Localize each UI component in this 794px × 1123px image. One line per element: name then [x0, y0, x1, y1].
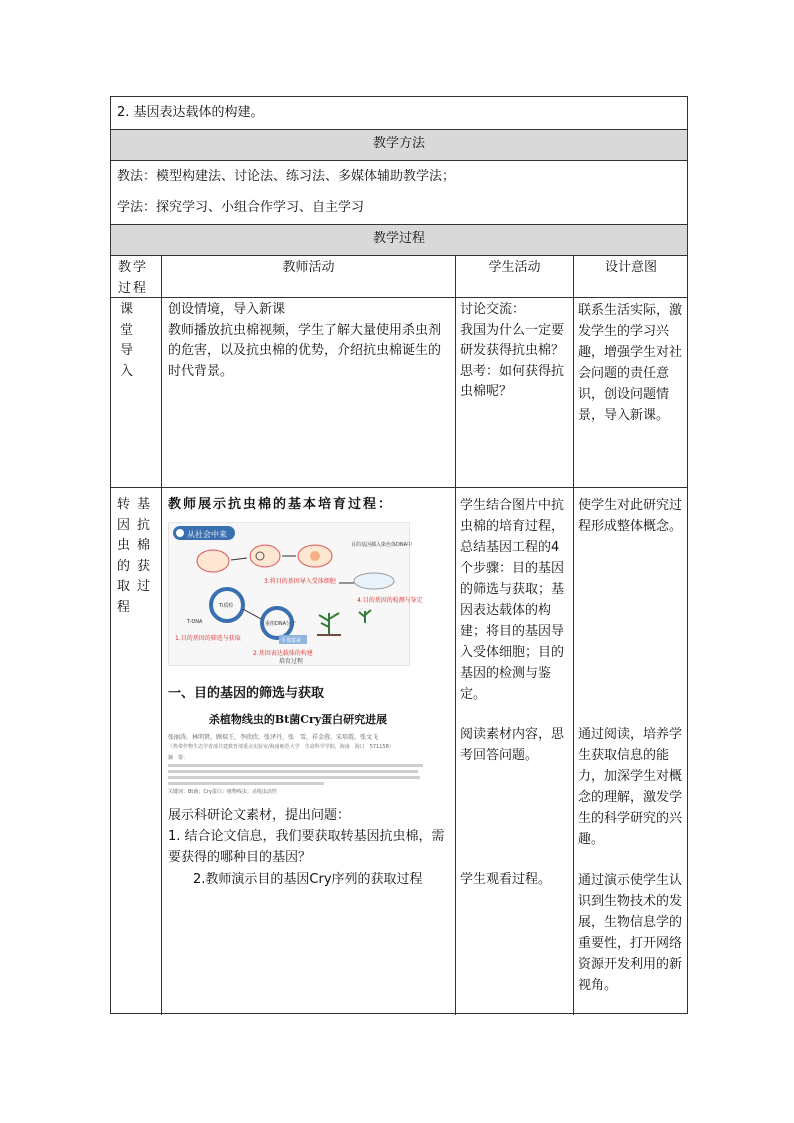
paper-excerpt	[168, 711, 428, 795]
teaching-methods: 教法：模型构建法、讨论法、练习法、多媒体辅助教学法；	[117, 169, 456, 184]
intro-student-question: 我国为什么一定要研发获得抗虫棉？	[460, 322, 565, 358]
paper-authors: 张丽涛，林明贤，顾瑞王，李欣欣，张泽丹，张 雪，祥金蓉，宋培霞，张文飞	[168, 734, 379, 741]
label-recombinant: 重组DNA分子	[265, 621, 297, 627]
paper-abstract-label: 摘 要：	[168, 755, 189, 761]
label-insert: 目的基因插入染色体DNA中	[351, 542, 413, 548]
bacterium-cell-icon	[197, 550, 229, 572]
label-kan: 卡那霉素	[281, 638, 302, 644]
stage-transgenic: 转基因抗虫棉的获取过程	[117, 497, 158, 615]
intro-student-discuss: 讨论交流：	[460, 302, 526, 317]
label-step2: 2.基因表达载体的构建	[253, 650, 313, 657]
transgenic-intent-2: 通过阅读，培养学生获取信息的能力，加深学生对概念的理解，激发学生的科学研究的兴趣。	[578, 727, 683, 847]
intro-student-activity	[460, 300, 570, 403]
cultivation-diagram	[169, 523, 423, 665]
col-header-student: 学生活动	[488, 260, 541, 275]
lesson-plan-table	[110, 96, 688, 1014]
agrobacterium-cell-icon	[250, 545, 280, 567]
cultivation-figure	[168, 522, 423, 666]
learning-methods: 学法：探究学习、小组合作学习、自主学习	[117, 200, 365, 215]
label-ti: Ti质粒	[219, 603, 234, 609]
paper-affiliation: （热带作物生态学省部共建教育部重点实验室/海南师范大学 生命科学学院，海南 海口 571158）	[168, 744, 394, 750]
intro-student-think: 思考：如何获得抗虫棉呢？	[460, 363, 565, 399]
transgenic-student-read: 阅读素材内容，思考回答问题。	[460, 727, 565, 763]
process-header: 教学过程	[372, 231, 425, 246]
transgenic-intent-3: 通过演示使学生认识到生物技术的发展，生物信息学的重要性，打开网络资源开发利用的新视角。	[578, 873, 683, 993]
col-header-intent: 设计意图	[604, 260, 657, 275]
transgenic-student-watch: 学生观看过程。	[460, 872, 552, 887]
intro-teacher-title: 创设情境，导入新课	[168, 302, 286, 317]
intro-teacher-text: 教师播放抗虫棉视频，学生了解大量使用杀虫剂的危害，以及抗虫棉的优势，介绍抗虫棉诞生的时代背景。	[168, 322, 442, 379]
transgenic-teacher-title: 教师展示抗虫棉的基本培育过程：	[168, 497, 394, 512]
label-tdna: T-DNA	[187, 619, 203, 625]
intro-teacher-activity	[168, 300, 450, 382]
stage-intro: 课堂导入	[120, 302, 134, 379]
culture-plate-icon	[354, 573, 394, 589]
figure-tag: 从社会中来	[187, 530, 227, 539]
label-step3: 3.将目的基因导入受体细胞	[264, 578, 336, 585]
question-1: 1. 结合论文信息，我们要获取转基因抗虫棉，需要获得的哪种目的基因？	[168, 829, 445, 865]
transgenic-student-summary: 学生结合图片中抗虫棉的培育过程，总结基因工程的4个步骤：目的基因的筛选与获取；基因表达载体的构建；将目的基因导入受体细胞；目的基因的检测与鉴定。	[460, 498, 565, 702]
paper-keywords: 关键词：Bt菌；Cry蛋白；植物线虫；杀线虫活性	[168, 789, 277, 795]
subheading-gene-screening: 一、目的基因的筛选与获取	[168, 686, 325, 701]
question-2: 2.教师演示目的基因Cry序列的获取过程	[193, 872, 423, 887]
row-construct-vector: 2. 基因表达载体的构建。	[117, 105, 264, 120]
intro-intent: 联系生活实际，激发学生的学习兴趣，增强学生对社会问题的责任意识，创设问题情景，导入新课。	[578, 303, 683, 423]
col-header-stage: 教学过程	[118, 260, 149, 296]
label-step4: 4.目的基因的检测与鉴定	[357, 597, 423, 604]
transgenic-intent-1: 使学生对此研究过程形成整体概念。	[578, 498, 683, 534]
col-header-teacher: 教师活动	[282, 260, 335, 275]
label-step1: 1.目的基因的筛选与获取	[175, 635, 241, 642]
paper-title: 杀植物线虫的Bt菌Cry蛋白研究进展	[208, 713, 388, 726]
figure-caption: 培育过程	[279, 658, 304, 665]
materials-title: 展示科研论文素材，提出问题：	[168, 808, 351, 823]
methods-header: 教学方法	[372, 136, 425, 151]
tag-dot-icon	[176, 529, 184, 537]
